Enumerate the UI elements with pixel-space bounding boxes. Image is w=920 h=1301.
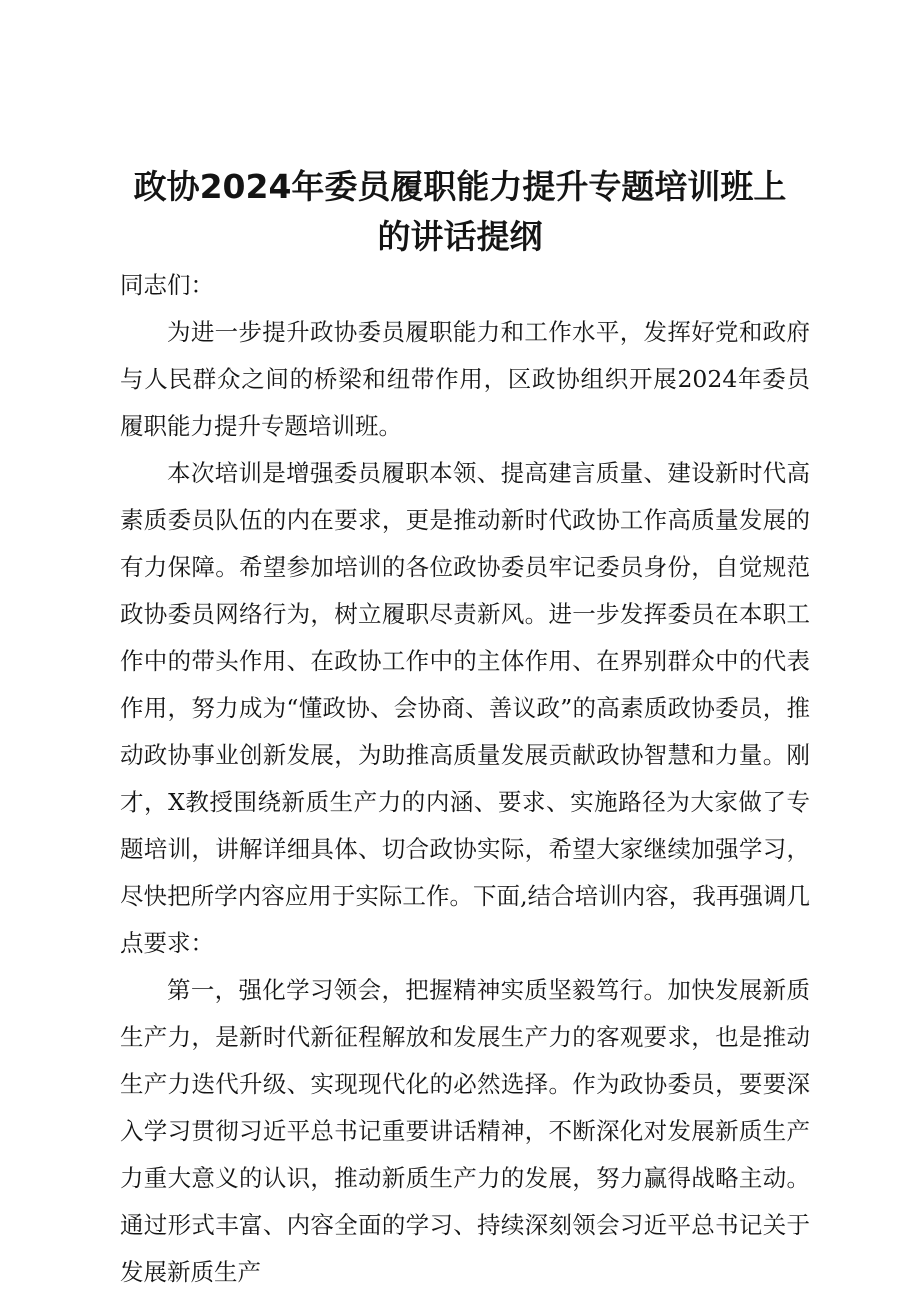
paragraph-first-requirement: 第一，强化学习领会，把握精神实质坚毅笃行。加快发展新质生产力，是新时代新征程解放和发展生产力的客观要求，也是推动生产力迭代升级、实现现代化的必然选择。作为政协委员，要要深入学习贯彻习近平总书记重要讲话精神，不断深化对发展新质生产力重大意义的认识，推动新质生产力的发展，努力赢得战略主动。通过形式丰富、内容全面的学习、持续深刻领会习近平总书记关于发展新质生产 [120, 976, 810, 1286]
salutation: 同志们： [120, 271, 214, 299]
document-title [120, 162, 800, 262]
paragraph-training-significance: 本次培训是增强委员履职本领、提高建言质量、建设新时代高素质委员队伍的内在要求，更是推动新时代政协工作高质量发展的有力保障。希望参加培训的各位政协委员牢记委员身份，自觉规范政协委员网络行为，树立履职尽责新风。进一步发挥委员在本职工作中的带头作用、在政协工作中的主体作用、在界别群众中的代表作用，努力成为“懂政协、会协商、善议政”的高素质政协委员，推动政协事业创新发展，为助推高质量发展贡献政协智慧和力量。刚才，X教授围绕新质生产力的内涵、要求、实施路径为大家做了专题培训，讲解详细具体、切合政协实际，希望大家继续加强学习，尽快把所学内容应用于实际工作。下面,结合培训内容，我再强调几点要求： [120, 459, 810, 957]
document-title-line1: 政协2024年委员履职能力提升专题培训班上 [133, 167, 787, 206]
document-body [120, 262, 810, 1296]
paragraph-intro: 为进一步提升政协委员履职能力和工作水平，发挥好党和政府与人民群众之间的桥梁和纽带作用，区政协组织开展2024年委员履职能力提升专题培训班。 [120, 318, 810, 440]
document-title-line2: 的讲话提纲 [377, 217, 543, 256]
